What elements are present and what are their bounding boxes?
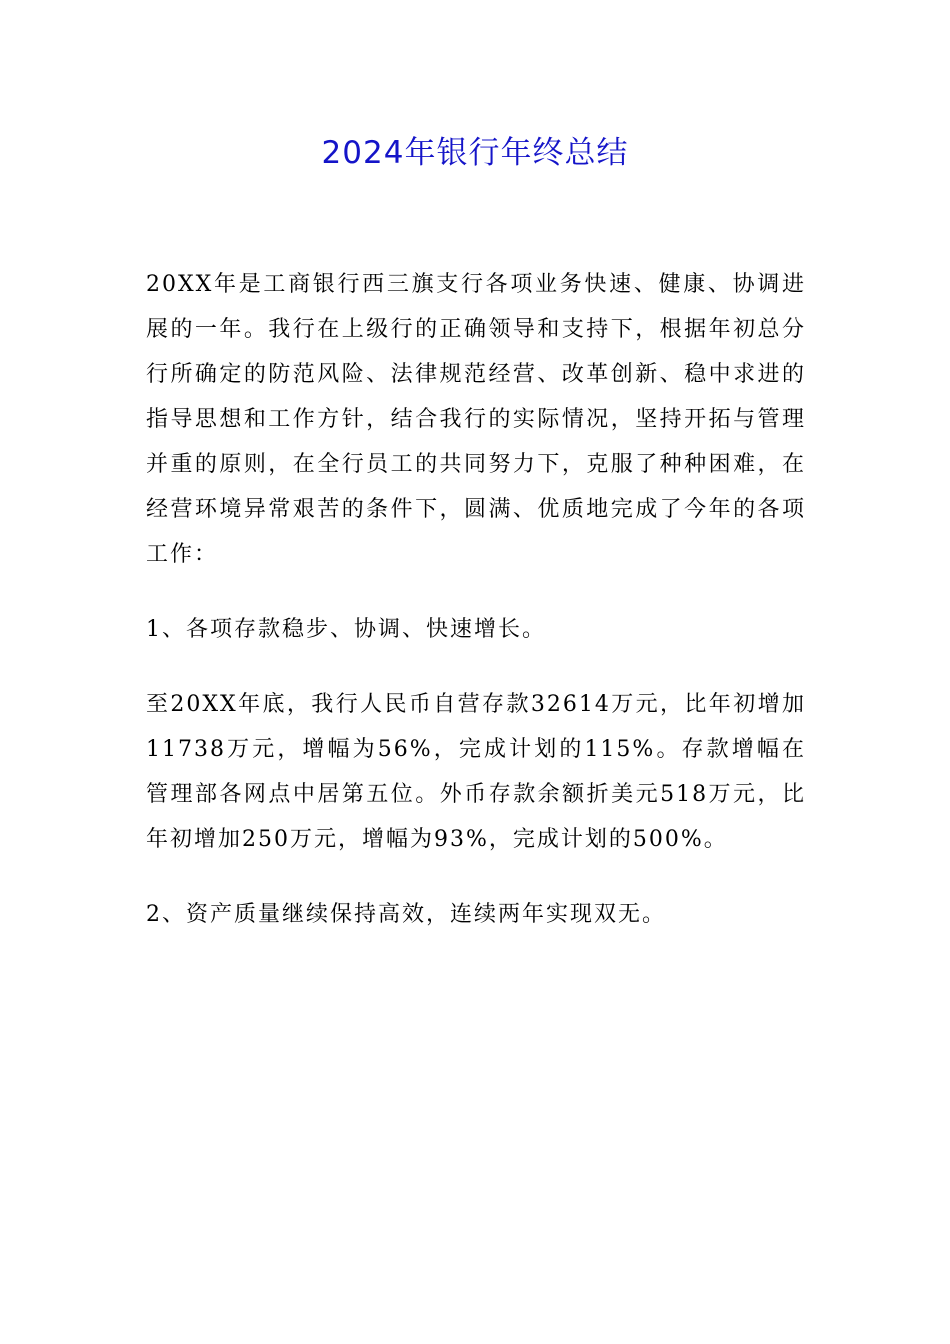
paragraph-heading-asset-quality: 2、资产质量继续保持高效，连续两年实现双无。 [146, 902, 666, 927]
document-body [146, 262, 806, 967]
document-title: 2024年银行年终总结 [321, 135, 629, 171]
paragraph-heading-deposits: 1、各项存款稳步、协调、快速增长。 [146, 617, 546, 642]
paragraph-intro: 20XX年是工商银行西三旗支行各项业务快速、健康、协调进展的一年。我行在上级行的正确领导和支持下，根据年初总分行所确定的防范风险、法律规范经营、改革创新、稳中求进的指导思想和工作方针，结合我行的实际情况，坚持开拓与管理并重的原则，在全行员工的共同努力下，克服了种种困难，在经营环境异常艰苦的条件下，圆满、优质地完成了今年的各项工作： [146, 272, 806, 567]
paragraph-deposits-detail: 至20XX年底，我行人民币自营存款32614万元，比年初增加11738万元，增幅为56%，完成计划的115%。存款增幅在管理部各网点中居第五位。外币存款余额折美元518万元，比年初增加250万元，增幅为93%，完成计划的500%。 [146, 692, 806, 852]
